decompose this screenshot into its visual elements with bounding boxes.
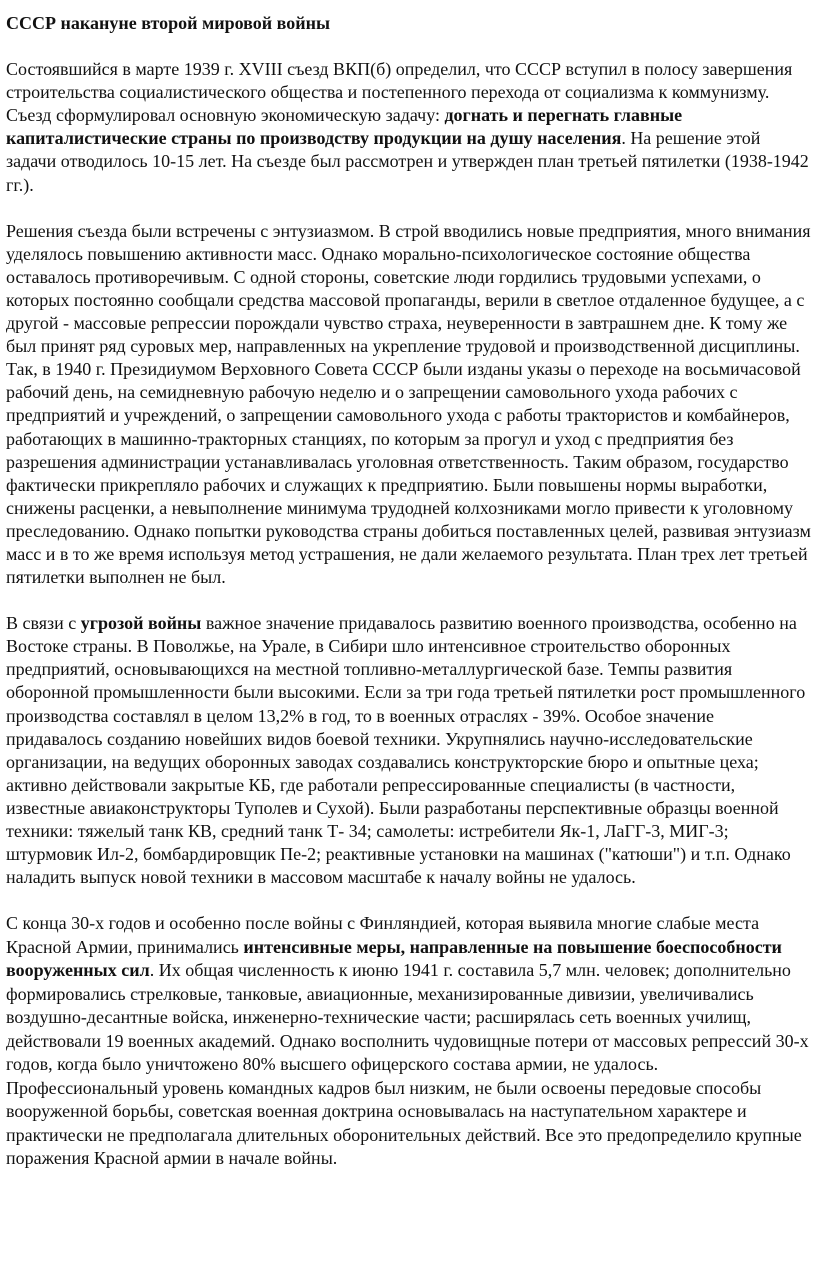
bold-text-run: угрозой войны (80, 613, 202, 634)
text-run: Решения съезда были встречены с энтузиазмом. В строй вводились новые предприятия, много внимания уделялось повышению активности масс. Однако морально-психологическое состояние общества оставалось противоречивым. С одной стороны, советские люди гордились трудовыми успехами, о которых постоянно сообщали средства массовой пропаганды, верили в светлое отдаленное будущее, а с другой - массовые репрессии порождали чувство страха, неуверенности в завтрашнем дне. К тому же был принят ряд суровых мер, направленных на укрепление трудовой и производственной дисциплины. Так, в 1940 г. Президиумом Верховного Совета СССР были изданы указы о переходе на восьмичасовой рабочий день, на семидневную рабочую неделю и о запрещении самовольного ухода рабочих с предприятий и учреждений, о запрещении самовольного ухода с работы трактористов и комбайнеров, работающих в машинно-тракторных станциях, по которым за прогул и уход с предприятия без разрешения администрации устанавливалась уголовная ответственность. Таким образом, государство фактически прикрепляло рабочих и служащих к предприятию. Были повышены нормы выработки, снижены расценки, а невыполнение минимума трудодней колхозниками могло привести к уголовному преследованию. Однако попытки руководства страны добиться поставленных целей, развивая энтузиазм масс и в то же время используя метод устрашения, не дали желаемого результата. План трех лет третьей пятилетки выполнен не был. (6, 220, 811, 588)
text-run: С конца 30-х годов и особенно после войны с Финляндией, которая выявила многие слабые места Красной Армии, принимались (6, 913, 760, 957)
text-run: . На решение этой задачи отводилось 10-15 лет. На съезде был рассмотрен и утвержден план третьей пятилетки (1938-1942 гг.). (6, 128, 809, 195)
text-run: важное значение придавалось развитию военного производства, особенно на Востоке страны. В Поволжье, на Урале, в Сибири шло интенсивное строительство оборонных предприятий, основывающихся на местной топливно-металлургической базе. Темпы развития оборонной промышленности были высокими. Если за три года третьей пятилетки рост промышленного производства составлял в целом 13,2% в год, то в военных отраслях - 39%. Особое значение придавалось созданию новейших видов боевой техники. Укрупнялись научно-исследовательские организации, на ведущих оборонных заводах создавались конструкторские бюро и опытные цеха; активно действовали закрытые КБ, где работали репрессированные специалисты (в частности, известные авиаконструкторы Туполев и Сухой). Были разработаны перспективные образцы военной техники: тяжелый танк КВ, средний танк Т- 34; самолеты: истребители Як-1, ЛаГГ-3, МИГ-3; штурмовик Ил-2, бомбардировщик Пе-2; реактивные установки на машинах ("катюши") и т.п. Однако наладить выпуск новой техники в массовом масштабе к началу войны не удалось. (6, 613, 806, 888)
bold-text-run: догнать и перегнать главные капиталистические страны по производству продукции на душу населения (6, 105, 683, 149)
paragraph-armed-forces (6, 912, 811, 1171)
text-run: Состоявшийся в марте 1939 г. XVIII съезд ВКП(б) определил, что СССР вступил в полосу завершения строительства социалистического общества и постепенного перехода от социализма к коммунизму. Съезд сформулировал основную экономическую задачу: (6, 59, 793, 126)
text-run: В связи с (6, 613, 81, 634)
text-run: . Их общая численность к июню 1941 г. составила 5,7 млн. человек; дополнительно формировались стрелковые, танковые, авиационные, механизированные дивизии, увеличивались воздушно-десантные войска, инженерно-технические части; расширялась сеть военных училищ, действовали 19 военных академий. Однако восполнить чудовищные потери от массовых репрессий 30-х годов, когда было уничтожено 80% высшего офицерского состава армии, не удалось. Профессиональный уровень командных кадров был низким, не были освоены передовые способы вооруженной борьбы, советская военная доктрина основывалась на наступательном характере и практически не предполагала длительных оборонительных действий. Все это предопределило крупные поражения Красной армии в начале войны. (6, 960, 809, 1169)
paragraph-enthusiasm (6, 220, 811, 590)
paragraph-war-threat (6, 612, 811, 889)
paragraph-congress (6, 58, 811, 197)
bold-text-run: интенсивные меры, направленные на повышение боеспособности вооруженных сил (6, 936, 782, 981)
document-title: СССР накануне второй мировой войны (6, 13, 331, 33)
